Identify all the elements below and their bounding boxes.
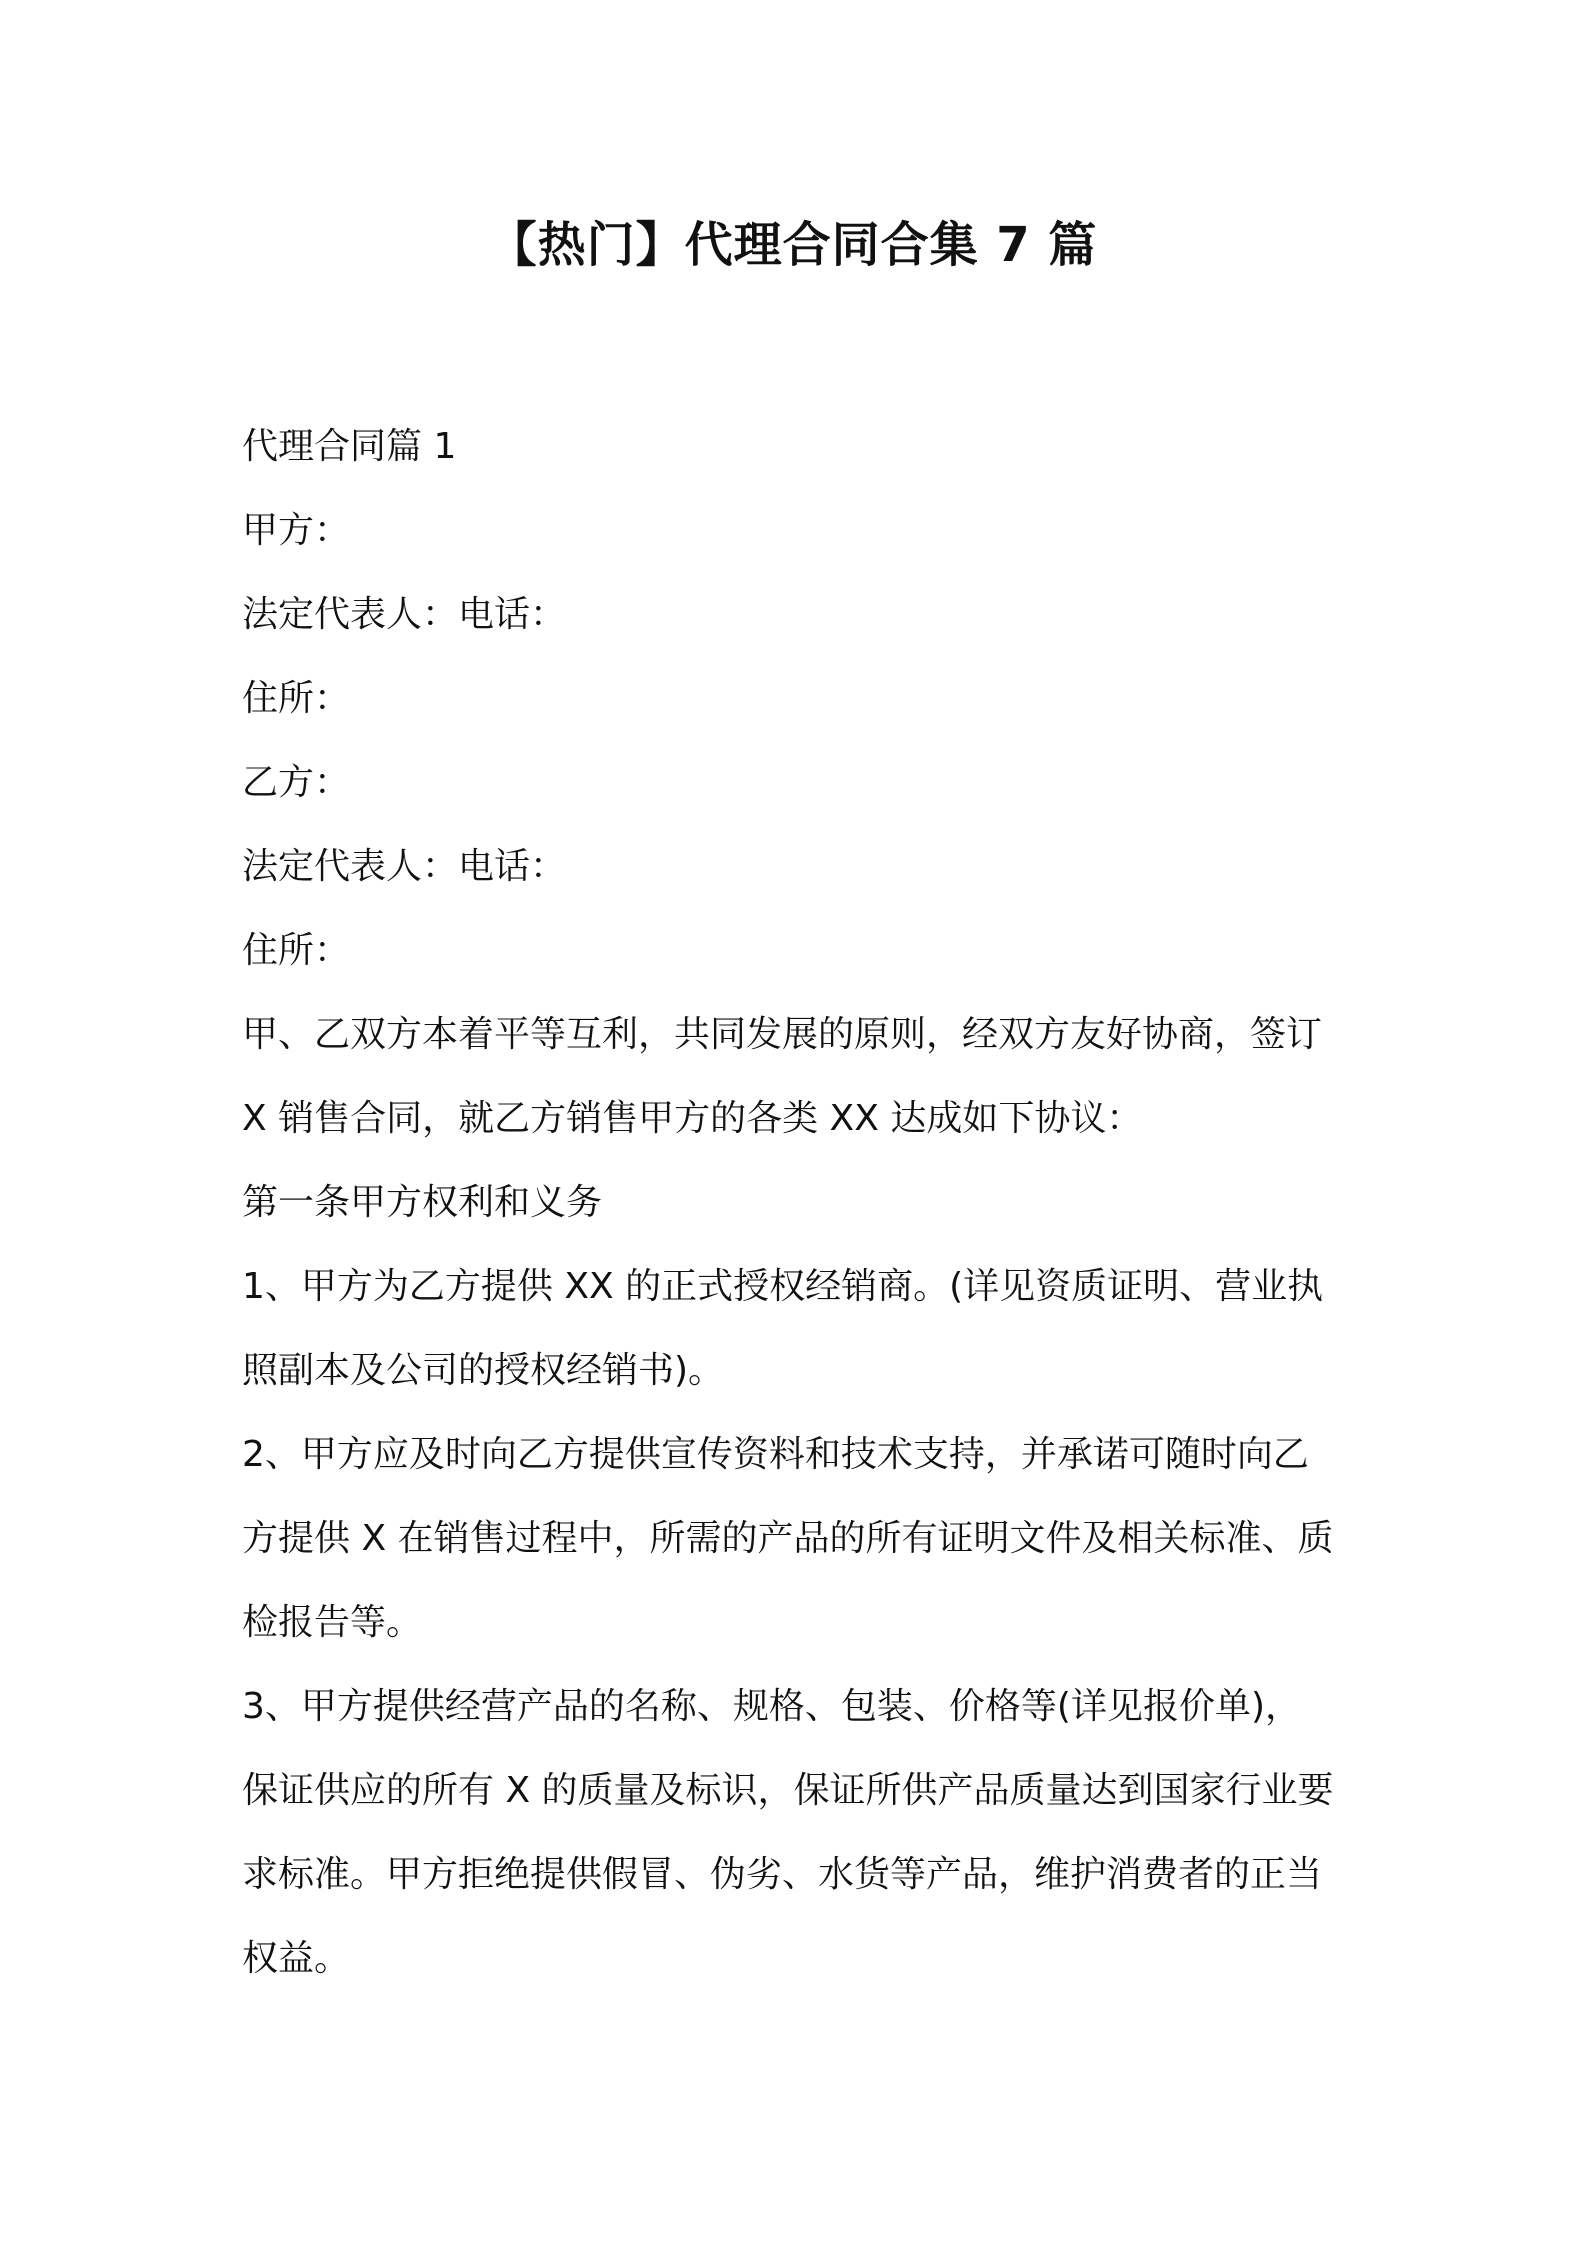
clause-3-line-1: 3、甲方提供经营产品的名称、规格、包装、价格等(详见报价单)， <box>242 1686 1301 1727</box>
clause-2-line-3: 检报告等。 <box>242 1602 423 1643</box>
preamble-line-2: X 销售合同，就乙方销售甲方的各类 XX 达成如下协议： <box>242 1098 1143 1139</box>
clause-3-line-2: 保证供应的所有 X 的质量及标识，保证所供产品质量达到国家行业要 <box>242 1770 1334 1811</box>
section-heading: 代理合同篇 1 <box>242 426 457 467</box>
document-body <box>242 405 1362 2001</box>
party-a-representative: 法定代表人：电话： <box>242 594 567 635</box>
clause-2-line-1: 2、甲方应及时向乙方提供宣传资料和技术支持，并承诺可随时向乙 <box>242 1434 1309 1475</box>
preamble-line-1: 甲、乙双方本着平等互利，共同发展的原则，经双方友好协商，签订 <box>242 1014 1323 1055</box>
party-a-address: 住所： <box>242 678 351 719</box>
document-title: 【热门】代理合同合集 7 篇 <box>488 217 1098 273</box>
clause-1-line-2: 照副本及公司的授权经销书)。 <box>242 1350 725 1391</box>
party-b-address: 住所： <box>242 930 351 971</box>
party-a-label: 甲方： <box>242 510 351 551</box>
party-b-label: 乙方： <box>242 762 351 803</box>
clause-1-line-1: 1、甲方为乙方提供 XX 的正式授权经销商。(详见资质证明、营业执 <box>242 1266 1324 1307</box>
clause-3-line-3: 求标准。甲方拒绝提供假冒、伪劣、水货等产品，维护消费者的正当 <box>242 1854 1323 1895</box>
party-b-representative: 法定代表人：电话： <box>242 846 567 887</box>
clause-2-line-2: 方提供 X 在销售过程中，所需的产品的所有证明文件及相关标准、质 <box>242 1518 1334 1559</box>
clause-3-line-4: 权益。 <box>242 1938 351 1979</box>
article-1-heading: 第一条甲方权利和义务 <box>242 1182 603 1223</box>
